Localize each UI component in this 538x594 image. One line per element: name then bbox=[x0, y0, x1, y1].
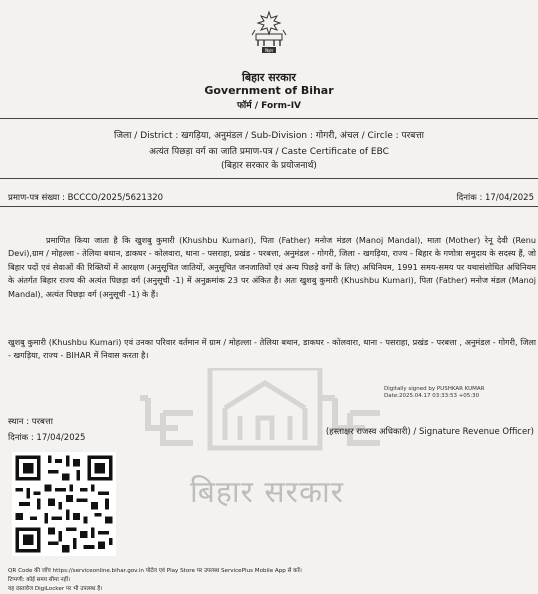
bottom-date: दिनांक : 17/04/2025 bbox=[8, 433, 86, 443]
residence-statement bbox=[8, 336, 536, 363]
qr-verification-note: QR Code की जाँच https://serviceonline.bihar.gov.in पोर्टल एवं Play Store पर उपलब्ध ServicePlus Mobile App से करें। bbox=[8, 568, 302, 574]
signature-label: (हस्ताक्षर राजस्व अधिकारी) / Signature Revenue Officer) bbox=[325, 427, 534, 437]
qr-code-icon bbox=[12, 452, 116, 556]
certificate-body bbox=[8, 234, 536, 301]
certificate-title: अत्यंत पिछड़ा वर्ग का जाति प्रमाण-पत्र / Caste Certificate of EBC bbox=[149, 147, 389, 157]
divider bbox=[0, 118, 538, 119]
validity-note: टिप्पणी: कोई समय सीमा नहीं। bbox=[8, 577, 71, 583]
watermark-text: बिहार सरकार bbox=[190, 475, 345, 510]
issue-date: दिनांक : 17/04/2025 bbox=[456, 193, 534, 203]
digilocker-note: यह दस्तावेज DigiLocker पर भी उपलब्ध है। bbox=[8, 586, 103, 592]
place: स्थान : परबत्ता bbox=[8, 417, 53, 427]
body-paragraph-2: खुशबु कुमारी (Khushbu Kumari) एवं उनका परिवार वर्तमान में ग्राम / मोहल्ला - तेलिया बथान, डाकघर - कोलवारा, थाना - पसराहा, प्रखंड - परबत्ता , अनुमंडल - गोगरी, जिला - खगड़िया, राज्य - BIHAR में निवास करता है। bbox=[8, 337, 536, 361]
body-paragraph-1: प्रमाणित किया जाता है कि खुशबु कुमारी (Khushbu Kumari), पिता (Father) मनोज मंडल (Manoj Mandal), माता (Mother) रेनू देवी (Renu Devi),ग्राम / मोहल्ला - तेलिया बथान, डाकघर - कोलवारा, थाना - पसराहा, प्रखंड - परबत्ता, अनुमंडल - गोगरी, जिला - खगड़िया, राज्य - बिहार के गणोत्रा समुदाय के सदस्य हैं, जो बिहार पदों एवं सेवाओं की रिक्तियों में आरक्षण (अनुसूचित जातियों, अनुसूचित जनजातियों एवं अन्य पिछड़े वर्गों के लिए) अधिनियम, 1991 समय-समय पर यथासंशोधित अधिनियम के अंतर्गत बिहार राज्य की अत्यंत पिछड़ा वर्ग (अनुसूची -1) में अनुक्रमांक 23 पर अंकित है। अतः खुशबु कुमारी (Khushbu Kumari), पिता (Father) मनोज मंडल (Manoj Mandal), अत्यंत पिछड़ा वर्ग (अनुसूची -1) के हैं। bbox=[8, 235, 536, 299]
state-hindi: बिहार सरकार bbox=[242, 71, 296, 84]
digital-signature-signer: Digitally signed by PUSHKAR KUMAR bbox=[384, 386, 485, 392]
watermark-emblem-icon bbox=[140, 368, 390, 548]
certificate-number: प्रमाण-पत्र संख्या : BCCCO/2025/5621320 bbox=[8, 193, 164, 203]
divider bbox=[0, 206, 538, 207]
bihar-emblem-icon bbox=[246, 8, 292, 54]
divider bbox=[0, 178, 538, 179]
form-number: फॉर्म / Form-IV bbox=[236, 101, 302, 111]
digital-signature bbox=[384, 386, 484, 400]
emblem-caption: बिहार bbox=[264, 48, 274, 53]
digital-signature-date: Date:2025.04.17 03:33:53 +05:30 bbox=[384, 393, 480, 399]
location-line: जिला / District : खगड़िया, अनुमंडल / Sub-Division : गोगरी, अंचल / Circle : परबत्ता bbox=[114, 131, 424, 141]
state-english: Government of Bihar bbox=[204, 84, 334, 97]
purpose-line: (बिहार सरकार के प्रयोजनार्थ) bbox=[221, 161, 317, 171]
